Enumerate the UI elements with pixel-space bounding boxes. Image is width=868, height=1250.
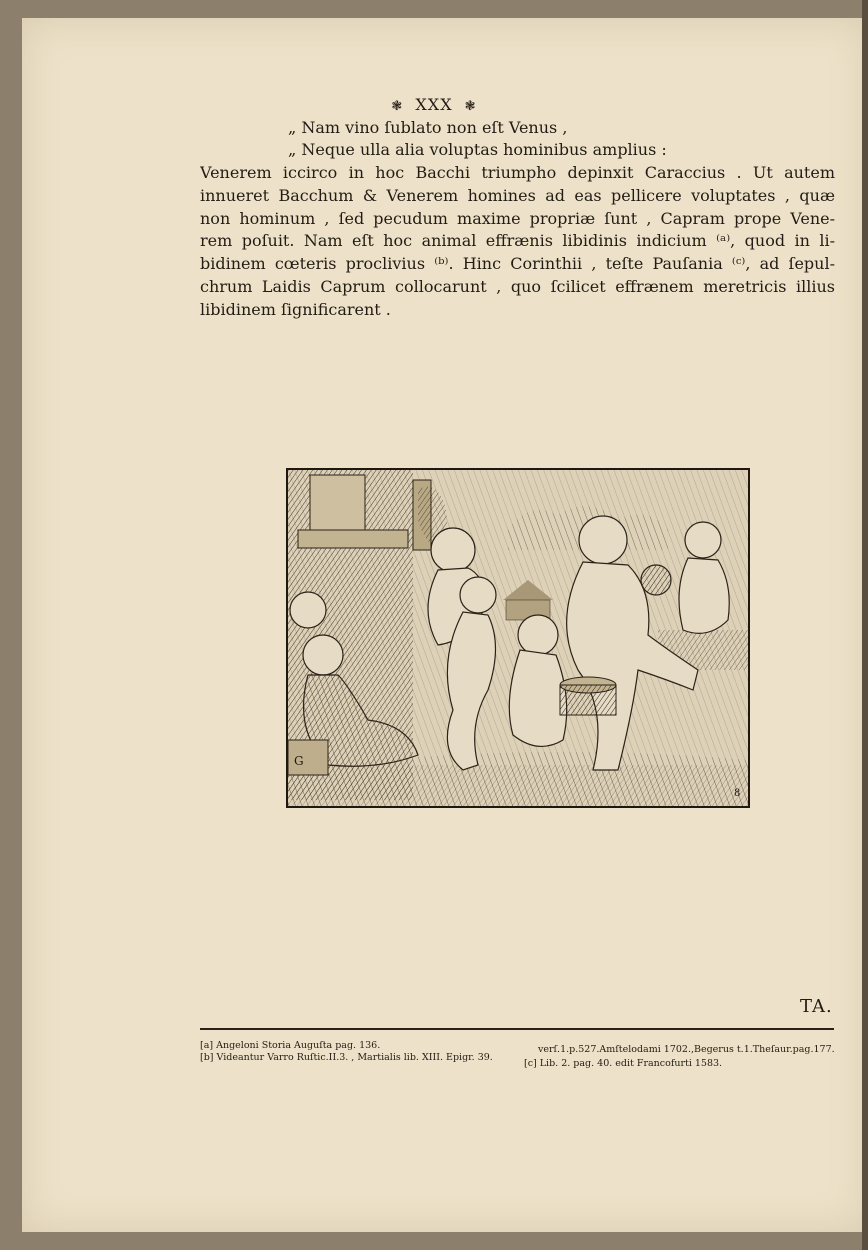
- verse-line-2: „ Neque ulla alia voluptas hominibus amplius :: [288, 140, 667, 159]
- plate-number: 8: [734, 788, 741, 799]
- prose-line: Venerem iccirco in hoc Bacchi triumpho depinxit Caraccius . Ut autem: [200, 163, 835, 182]
- footnote-b: [b] Videantur Varro Ruſtic.II.3. , Martialis lib. XIII. Epigr. 39.: [200, 1052, 493, 1063]
- prose-line: libidinem ſignificarent .: [200, 299, 391, 319]
- prose-line: innueret Bacchum & Venerem homines ad eas pellicere voluptates , quæ: [200, 185, 835, 205]
- body-paragraph: [200, 162, 835, 322]
- plate-mark: G: [294, 754, 304, 768]
- engraving-illustration: [286, 468, 750, 808]
- page-edge: [862, 0, 868, 1250]
- footnote-a: [a] Angeloni Storia Auguſta pag. 136.: [200, 1040, 381, 1051]
- prose-line: bidinem cœteris proclivius ⁽ᵇ⁾. Hinc Corinthii , teſte Pauſania ⁽ᶜ⁾, ad ſepul-: [200, 254, 835, 274]
- page-header: [0, 95, 868, 114]
- page-number: XXX: [415, 95, 453, 114]
- prose-line: rem poſuit. Nam eſt hoc animal effrænis libidinis indicium ⁽ᵃ⁾, quod in li-: [200, 231, 835, 251]
- catchword: TA.: [800, 996, 833, 1017]
- prose-line: chrum Laidis Caprum collocarunt , quo ſcilicet effrænem meretricis illius: [200, 276, 835, 296]
- ornament-right: ❃: [464, 99, 477, 114]
- prose-line: non hominum , ſed pecudum maxime propriæ ſunt , Capram prope Vene-: [200, 208, 835, 228]
- footnote-c: [c] Lib. 2. pag. 40. edit Francofurti 1583.: [524, 1058, 723, 1069]
- ornament-left: ❃: [391, 99, 404, 114]
- footnote-rule: [200, 1028, 834, 1030]
- footnote-a-continued: verſ.1.p.527.Amſtelodami 1702.,Begerus t.1.Theſaur.pag.177.: [538, 1044, 835, 1055]
- engraving-drawing: [288, 470, 748, 806]
- verse-line-1: „ Nam vino ſublato non eſt Venus ,: [288, 118, 568, 137]
